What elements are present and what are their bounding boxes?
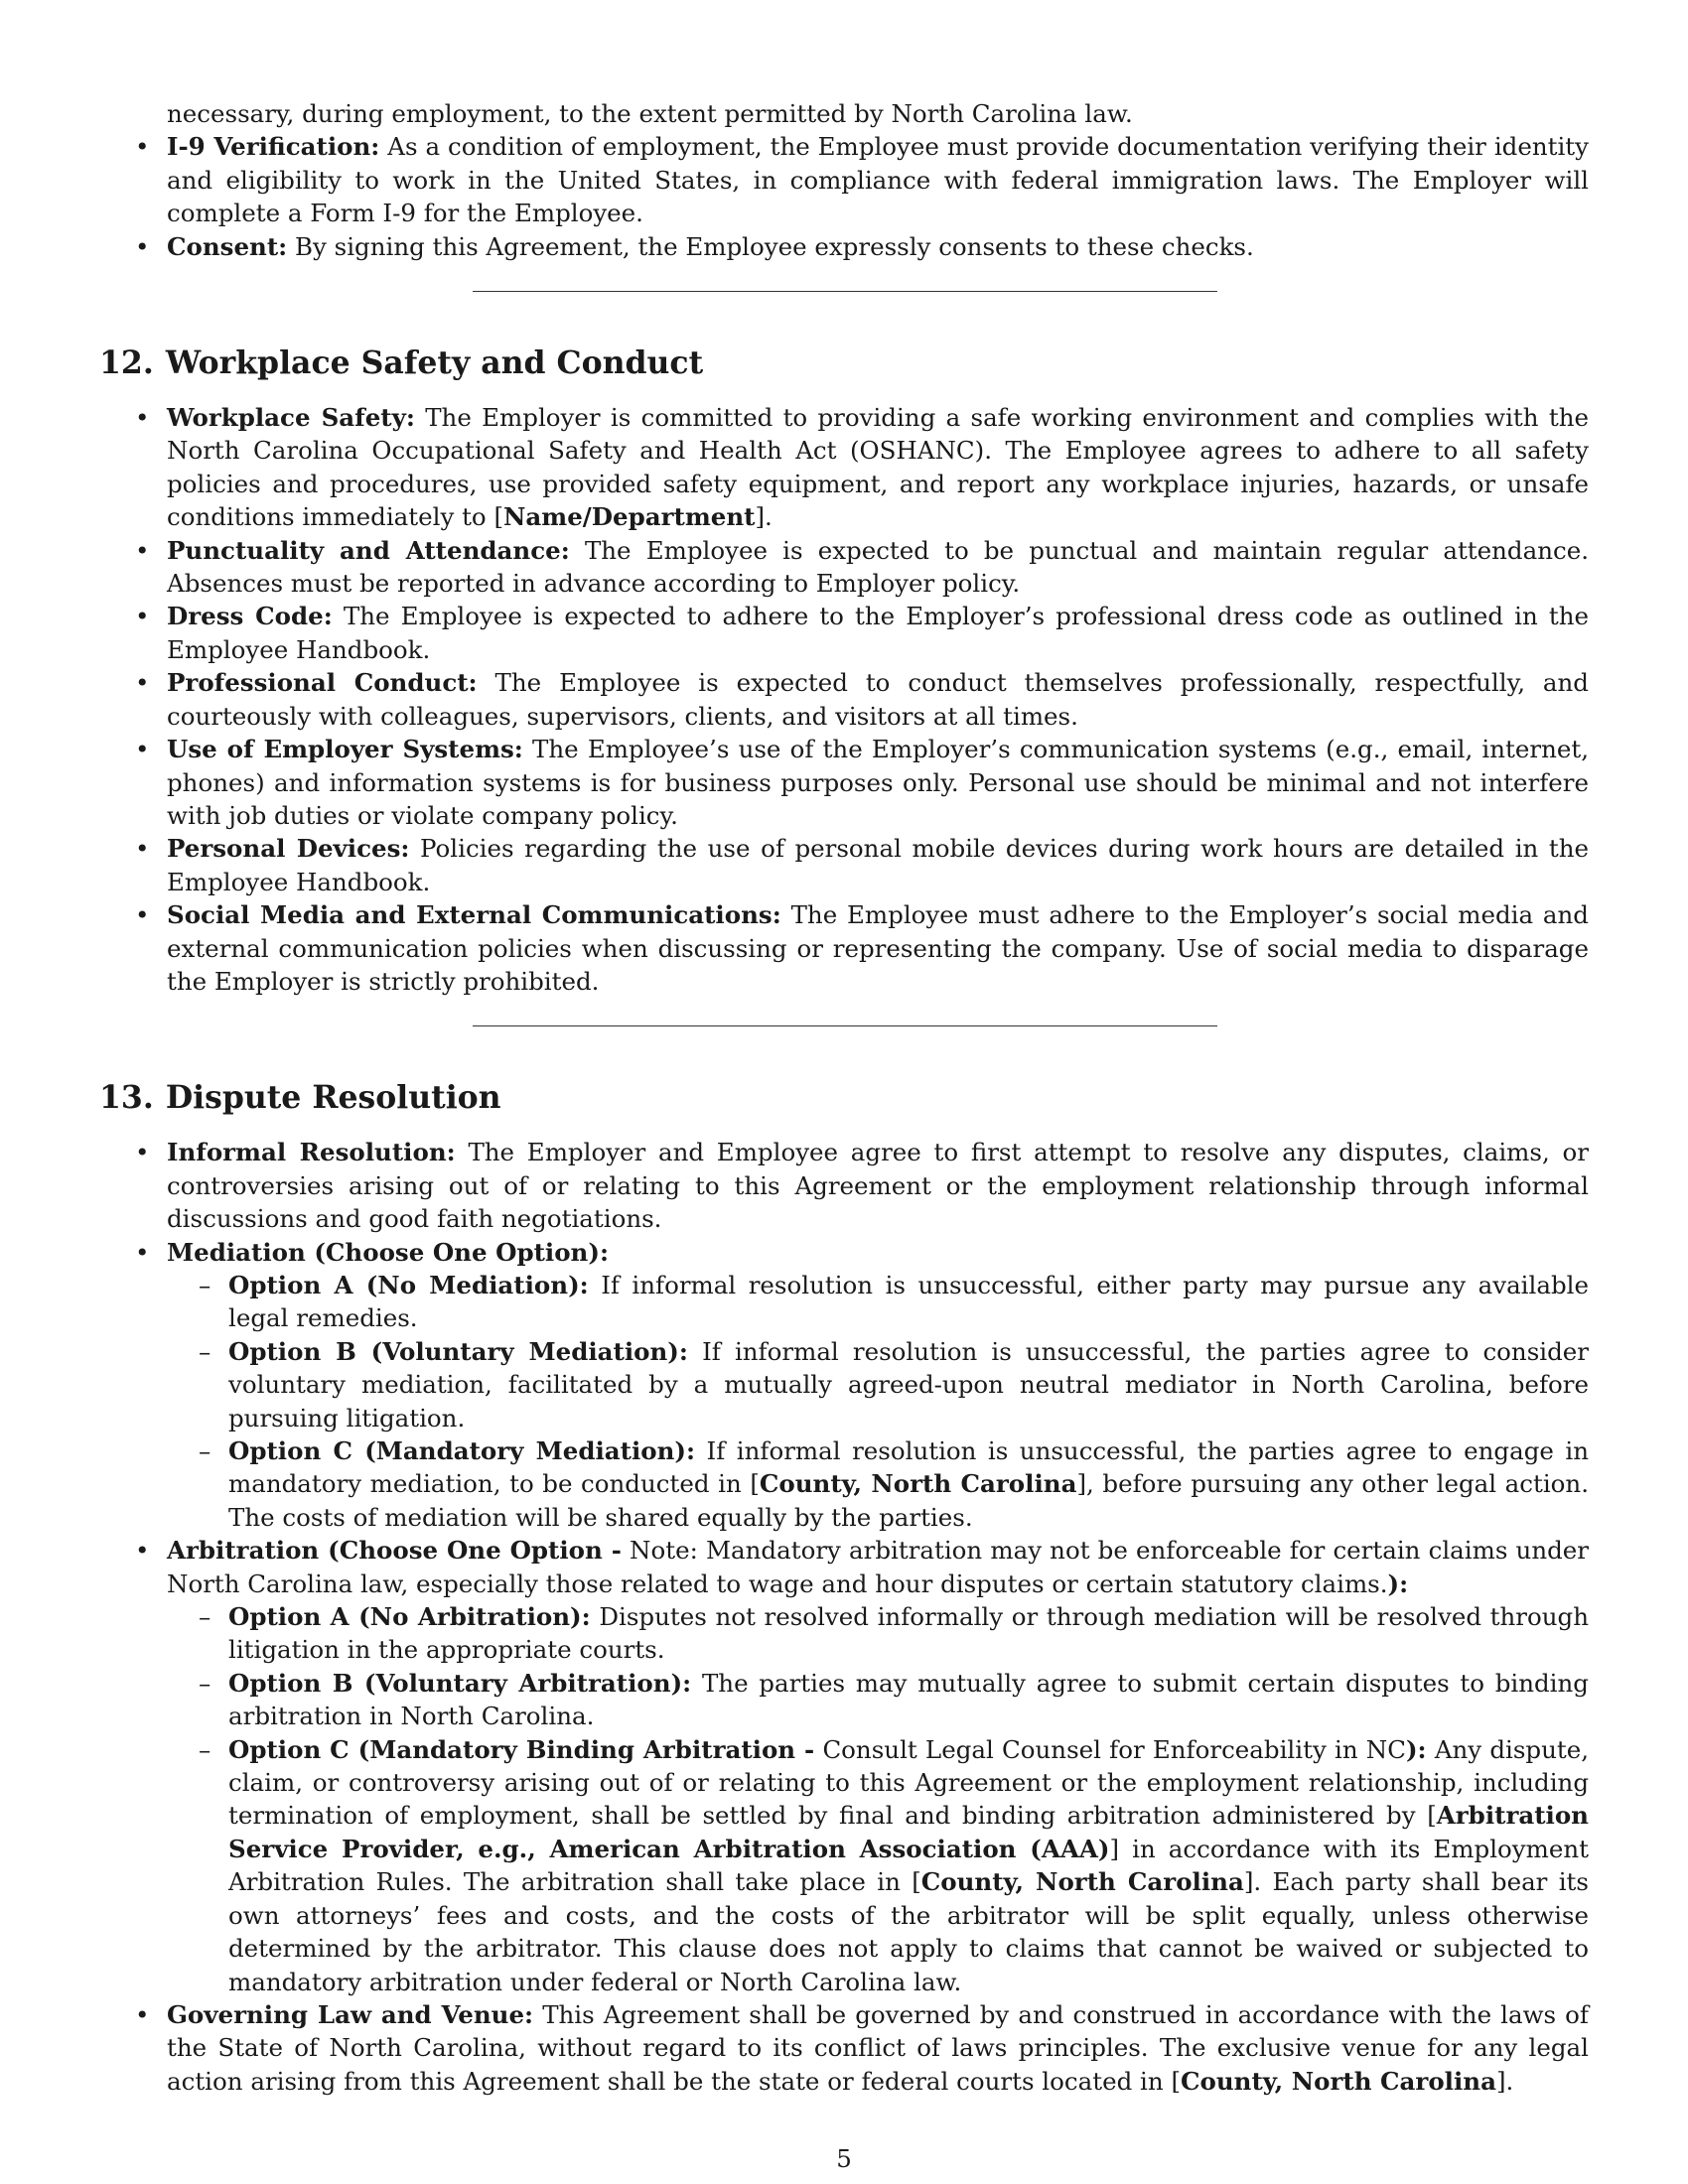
- placeholder: County, North Carolina: [1181, 2066, 1496, 2096]
- list-item: [99, 1534, 1589, 1998]
- item-text: The Employee is expected to adhere to the Employer’s professional dress code as outlined in the Employee Handbook.: [167, 602, 1590, 664]
- option-text: ]. Each party shall bear its own attorneys’ fees and costs, and the costs of the arbitrator will be split equally, unless otherwise determined by the arbitrator. This clause does not apply to claims that cannot be waived or subjected to mandatory arbitration under federal or North Carolina law.: [228, 1867, 1589, 1996]
- section-divider: [473, 1025, 1217, 1026]
- item-label-end: ):: [1387, 1569, 1409, 1598]
- sub-list-item: [167, 1269, 1589, 1335]
- section-divider: [473, 291, 1217, 292]
- arbitration-note: Note: Mandatory arbitration may not be enforceable for certain claims under North Carolina law, especially those related to wage and hour disputes or certain statutory claims.: [167, 1536, 1589, 1598]
- sub-list-item: [167, 1434, 1589, 1534]
- list-item: [99, 600, 1589, 666]
- option-text: If informal resolution is unsuccessful, the parties agree to engage in mandatory mediation, to be conducted in [: [228, 1436, 1589, 1499]
- option-text: Any dispute, claim, or controversy arising out of or relating to this Agreement or the employment relationship, including termination of employment, shall be settled by final and binding arbitration administered by [: [228, 1734, 1590, 1831]
- section-title: Workplace Safety and Conduct: [165, 344, 704, 382]
- option-text: ] in accordance with its Employment Arbitration Rules. The arbitration shall take place in [: [228, 1834, 1589, 1897]
- placeholder: County, North Carolina: [920, 1867, 1244, 1897]
- item-label: Consent:: [167, 231, 288, 261]
- item-text: The Employee is expected to be punctual and maintain regular attendance. Absences must be reported in advance according to Employer policy.: [167, 535, 1589, 599]
- list-item: [99, 401, 1589, 534]
- placeholder: Arbitration Service Provider, e.g., American Arbitration Association (AAA): [228, 1801, 1589, 1863]
- section-number: 13.: [99, 1079, 154, 1117]
- section-11-list: [99, 130, 1589, 263]
- section-13-list: [99, 1136, 1589, 2098]
- item-text: ].: [755, 502, 773, 532]
- option-text: ], before pursuing any other legal action. The costs of mediation will be shared equally by the parties.: [228, 1469, 1589, 1532]
- list-item: [99, 130, 1589, 229]
- option-text: The parties may mutually agree to submit certain disputes to binding arbitration in North Carolina.: [228, 1668, 1589, 1731]
- option-note: Consult Legal Counsel for Enforceability in NC: [822, 1734, 1406, 1764]
- item-text: The Employer and Employee agree to first attempt to resolve any disputes, claims, or controversies arising out of or relating to this Agreement or the employment relationship through informal discussions and good faith negotiations.: [167, 1138, 1589, 1234]
- item-label: Use of Employer Systems:: [167, 735, 523, 764]
- item-text: ].: [1495, 2066, 1514, 2096]
- document-page: [99, 97, 1589, 2098]
- mediation-options: [167, 1269, 1589, 1534]
- sub-list-item: [167, 1600, 1589, 1667]
- item-label: Personal Devices:: [167, 834, 410, 864]
- list-item: [99, 230, 1589, 263]
- list-item: [99, 1136, 1589, 1235]
- option-label: Option A (No Mediation):: [228, 1270, 589, 1299]
- item-label: I-9 Verification:: [167, 132, 380, 162]
- option-text: If informal resolution is unsuccessful, the parties agree to consider voluntary mediation, facilitated by a mutually agreed-upon neutral mediator in North Carolina, before pursuing litigation.: [228, 1336, 1589, 1433]
- list-item: [99, 1236, 1589, 1535]
- section-number: 12.: [99, 344, 154, 382]
- item-label: Mediation (Choose One Option):: [167, 1237, 609, 1267]
- item-text: As a condition of employment, the Employee must provide documentation verifying their identity and eligibility to work in the United States, in compliance with federal immigration laws. The Employer will complete a Form I-9 for the Employee.: [167, 132, 1589, 228]
- option-text: If informal resolution is unsuccessful, either party may pursue any available legal remedies.: [228, 1270, 1589, 1333]
- placeholder: Name/Department: [503, 502, 756, 532]
- sub-list-item: [167, 1733, 1589, 1998]
- item-label: Workplace Safety:: [167, 403, 415, 433]
- list-item: [99, 534, 1589, 601]
- item-label: Governing Law and Venue:: [167, 1999, 534, 2029]
- item-label: Informal Resolution:: [167, 1138, 456, 1167]
- sub-list-item: [167, 1667, 1589, 1733]
- section-12-heading: [99, 343, 1589, 383]
- placeholder: County, North Carolina: [759, 1469, 1077, 1499]
- option-label: Option C (Mandatory Mediation):: [228, 1436, 696, 1465]
- list-item: [99, 733, 1589, 832]
- page-number: 5: [836, 2144, 852, 2173]
- section-12-list: [99, 401, 1589, 998]
- list-item: [99, 1998, 1589, 2098]
- item-text: The Employee is expected to conduct themselves professionally, respectfully, and courteously with colleagues, supervisors, clients, and visitors at all times.: [167, 668, 1589, 731]
- section-title: Dispute Resolution: [165, 1079, 501, 1117]
- continued-text: necessary, during employment, to the extent permitted by North Carolina law.: [167, 99, 1133, 128]
- item-label: Punctuality and Attendance:: [167, 535, 570, 565]
- item-label: Professional Conduct:: [167, 668, 478, 698]
- list-item: [99, 832, 1589, 898]
- option-label-end: ):: [1405, 1734, 1427, 1764]
- item-text: The Employee’s use of the Employer’s communication systems (e.g., email, internet, phones) and information systems is for business purposes only. Personal use should be minimal and not interfere with job duties or violate company policy.: [167, 735, 1589, 830]
- section-13-heading: [99, 1078, 1589, 1118]
- option-label: Option A (No Arbitration):: [228, 1602, 591, 1632]
- list-item: [99, 898, 1589, 998]
- option-label: Option C (Mandatory Binding Arbitration -: [228, 1734, 815, 1764]
- item-text: Policies regarding the use of personal mobile devices during work hours are detailed in the Employee Handbook.: [167, 834, 1590, 896]
- arbitration-options: [167, 1600, 1589, 1998]
- item-text: This Agreement shall be governed by and construed in accordance with the laws of the State of North Carolina, without regard to its conflict of laws principles. The exclusive venue for any legal action arising from this Agreement shall be the state or federal courts located in [: [167, 1999, 1590, 2096]
- item-text: By signing this Agreement, the Employee expressly consents to these checks.: [295, 231, 1254, 261]
- item-text: The Employee must adhere to the Employer’s social media and external communication policies when discussing or representing the company. Use of social media to disparage the Employer is strictly prohibited.: [167, 900, 1589, 996]
- option-label: Option B (Voluntary Arbitration):: [228, 1668, 692, 1698]
- item-text: The Employer is committed to providing a safe working environment and complies with the North Carolina Occupational Safety and Health Act (OSHANC). The Employee agrees to adhere to all safety policies and procedures, use provided safety equipment, and report any workplace injuries, hazards, or unsafe conditions immediately to [: [167, 403, 1589, 532]
- sub-list-item: [167, 1335, 1589, 1434]
- item-label: Dress Code:: [167, 602, 333, 631]
- list-item: [99, 666, 1589, 733]
- item-label: Arbitration (Choose One Option -: [167, 1536, 622, 1566]
- option-label: Option B (Voluntary Mediation):: [228, 1336, 688, 1366]
- option-text: Disputes not resolved informally or through mediation will be resolved through litigation in the appropriate courts.: [228, 1602, 1590, 1665]
- item-label: Social Media and External Communications:: [167, 900, 781, 930]
